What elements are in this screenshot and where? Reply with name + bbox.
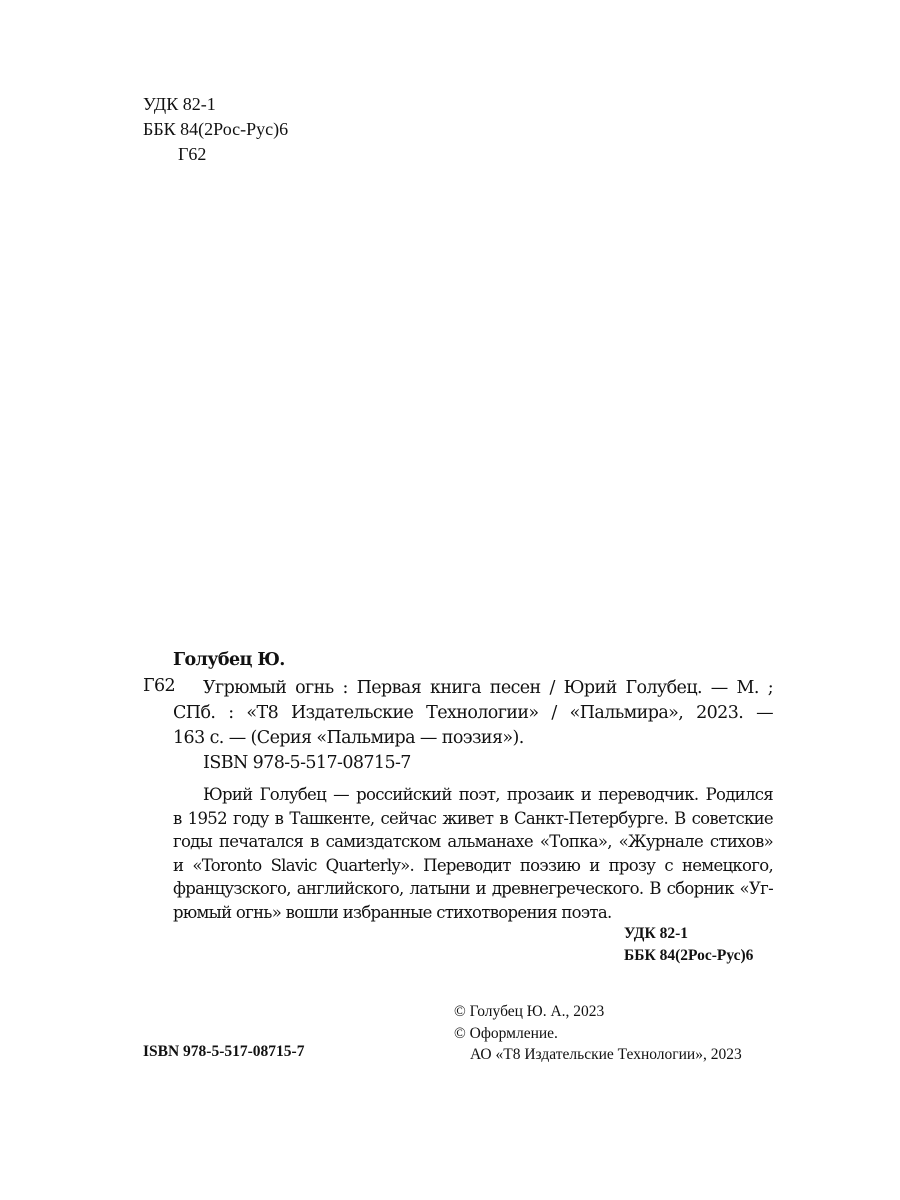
annotation-paragraph — [173, 783, 773, 924]
record-line: 163 с. — (Серия «Пальмира — поэзия»). — [173, 728, 524, 748]
record-isbn: ISBN 978-5-517-08715-7 — [203, 753, 411, 773]
copyright-design: © Оформление. — [454, 1024, 558, 1042]
annotation-line: и «Toronto Slavic Quarterly». Переводит поэзию и прозу с немецкого, — [173, 855, 773, 875]
annotation-line: Юрий Голубец — российский поэт, прозаик и переводчик. Родился — [203, 785, 773, 804]
annotation-line: французского, английского, латыни и древнегреческого. В сборник «Уг- — [173, 879, 773, 898]
copyright-author: © Голубец Ю. А., 2023 — [454, 1003, 605, 1020]
annotation-line: в 1952 году в Ташкенте, сейчас живет в Санкт-Петербурге. В советские — [173, 808, 773, 828]
bbk-code-bottom: ББК 84(2Рос-Рус)6 — [624, 947, 754, 964]
udk-code-bottom: УДК 82-1 — [624, 925, 688, 942]
author-mark: Г62 — [178, 144, 207, 164]
udk-code: УДК 82-1 — [143, 94, 216, 114]
top-classification-block — [143, 92, 288, 167]
isbn-bottom: ISBN 978-5-517-08715-7 — [143, 1043, 305, 1060]
annotation-line: рюмый огнь» вошли избранные стихотворения поэта. — [173, 902, 612, 922]
bbk-code: ББК 84(2Рос-Рус)6 — [143, 119, 289, 139]
copyright-block — [454, 1001, 742, 1066]
copyright-publisher: АО «Т8 Издательские Технологии», 2023 — [470, 1046, 742, 1063]
record-author: Голубец Ю. — [173, 650, 285, 670]
annotation-line: годы печатался в самиздатском альманахе «Топка», «Журнале стихов» — [173, 832, 773, 851]
record-line: СПб. : «Т8 Издательские Технологии» / «Пальмира», 2023. — — [173, 703, 773, 723]
bibliographic-record — [173, 676, 773, 751]
record-author-mark: Г62 — [143, 676, 176, 696]
record-line: Угрюмый огнь : Первая книга песен / Юрий Голубец. — М. ; — [203, 678, 773, 698]
bottom-classification-block — [624, 923, 753, 967]
